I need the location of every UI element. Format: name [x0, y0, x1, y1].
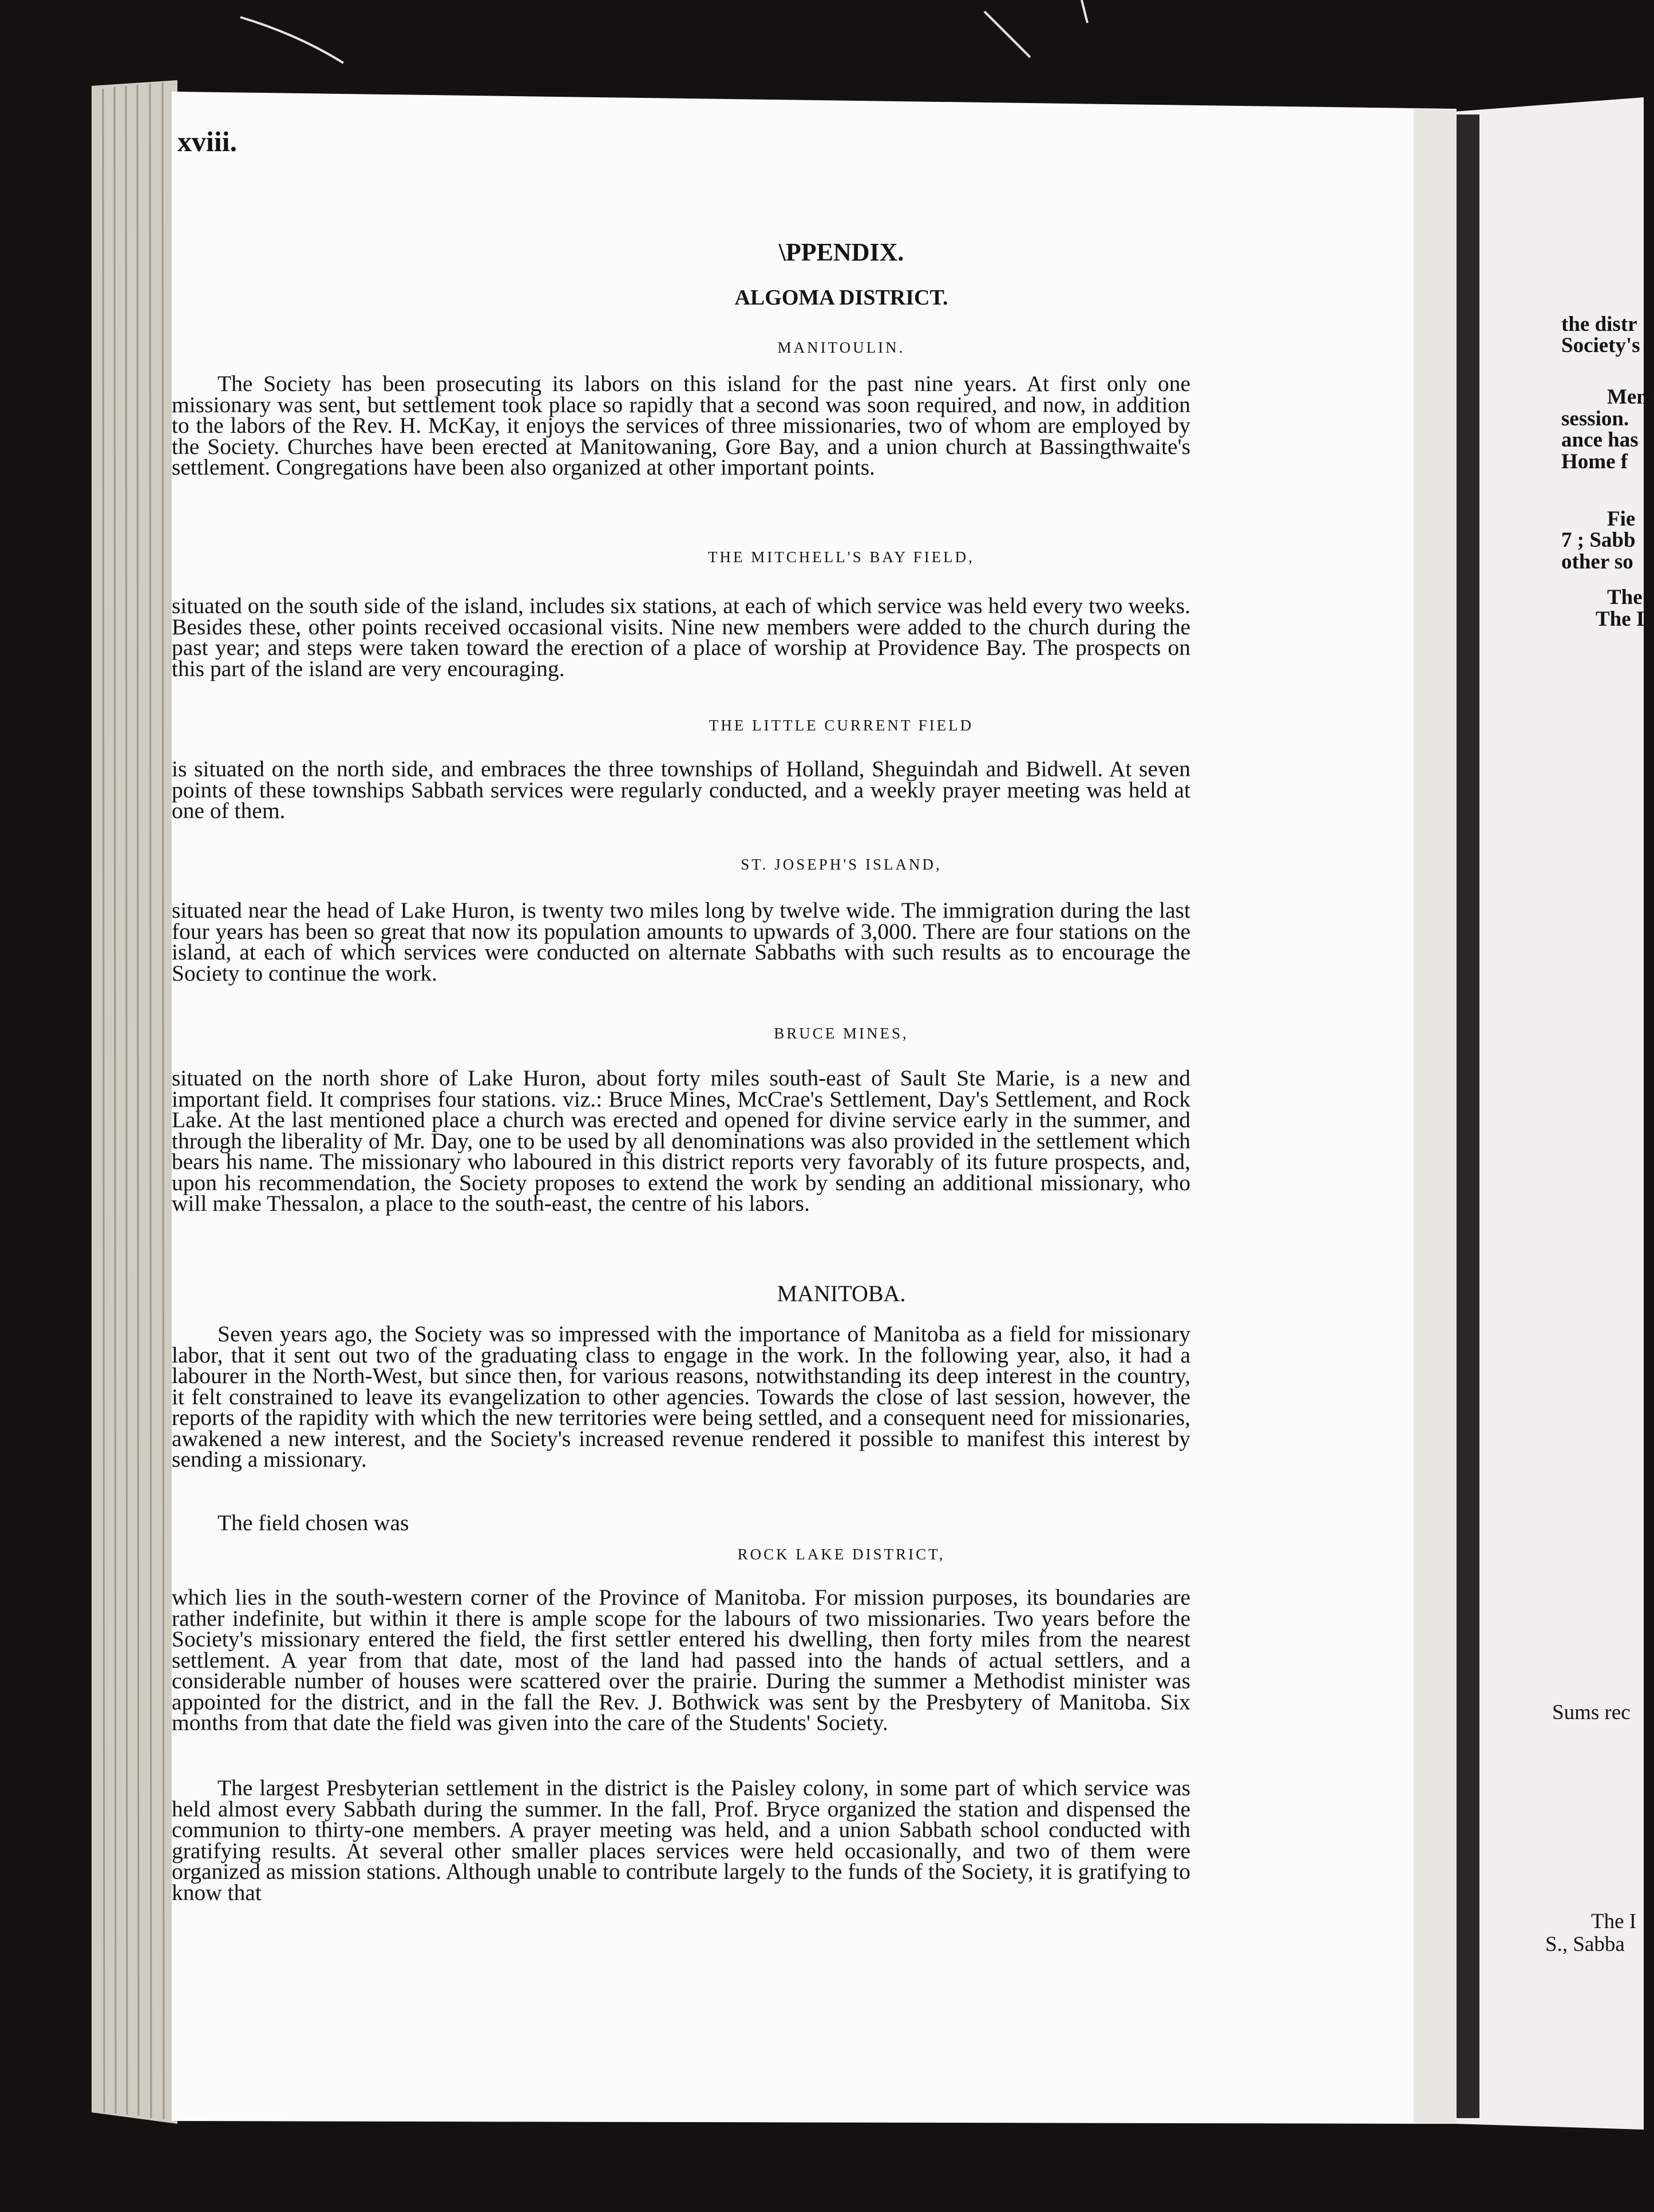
district-heading: ALGOMA DISTRICT. — [734, 286, 948, 310]
facing-page-fragment: The I — [1591, 1910, 1637, 1933]
manitoba-paragraph: Seven years ago, the Society was so impressed with the importance of Manitoba as a field for missionary labor, that it sent out two of the graduating class to engage in the work. In the following year, also, it had a labourer in the North-West, but since then, for various reasons, notwithstanding its deep interest in the country, it felt constrained to leave its evangelization to other agencies. Towards the close of last session, however, the reports of the rapidity with which the new territories were being settled, and a consequent need for missionaries, awakened a new interest, and the Society's increased revenue rendered it possible to manifest this interest by sending a missionary. — [172, 1321, 1190, 1472]
facing-page-fragment: The I — [1596, 607, 1645, 631]
section-paragraph: The Society has been prosecuting its labors on this island for the past nine years. At first only one missionary was sent, but settlement took place so rapidly that a second was soon required, and now, in addition to the labors of the Rev. H. McKay, it enjoys the services of three missionaries, two of whom are employed by the Society. Churches have been erected at Manitowaning, Gore Bay, and a union church at Bassingthwaite's settlement. Congregations have been also organized at other important points. — [172, 371, 1190, 480]
facing-page-fragment: other so — [1561, 550, 1633, 574]
manitoba-lead-in: The field chosen was — [217, 1510, 409, 1535]
section-heading: MANITOULIN. — [777, 339, 905, 356]
facing-page-fragment: Home f — [1561, 450, 1628, 473]
section-heading: THE LITTLE CURRENT FIELD — [709, 717, 974, 734]
facing-page-fragment: S., Sabba — [1545, 1933, 1625, 1956]
facing-page-fragment: the distr — [1561, 313, 1637, 336]
manitoba-heading: MANITOBA. — [777, 1281, 906, 1306]
facing-page-fragment: The — [1607, 586, 1643, 609]
facing-page-fragment: 7 ; Sabb — [1561, 528, 1636, 552]
facing-page-fragment: session. — [1561, 407, 1629, 430]
section-heading: ST. JOSEPH'S ISLAND, — [741, 856, 942, 873]
facing-page-fragment: ance has — [1561, 428, 1639, 452]
page-number: xviii. — [177, 125, 238, 157]
facing-page-fragment: Society's — [1561, 334, 1640, 357]
facing-page-fragment: Sums rec — [1552, 1701, 1631, 1724]
paisley-paragraph: The largest Presbyterian settlement in the district is the Paisley colony, in some part of which service was held almost every Sabbath during the summer. In the fall, Prof. Bryce organized the station and dispensed the communion to thirty-one members. A prayer meeting was held, and a union Sabbath school conducted with gratifying results. At several other smaller places services were held occasionally, and two of them were organized as mission stations. Although unable to contribute largely to the funds of the Society, it is gratifying to know that — [172, 1775, 1190, 1905]
section-heading: THE MITCHELL'S BAY FIELD, — [708, 548, 975, 566]
facing-page-fragment: Fie — [1607, 507, 1636, 531]
rock-lake-paragraph: which lies in the south-western corner of the Province of Manitoba. For mission purposes, its boundaries are rather indefinite, but within it there is ample scope for the labours of two missionaries. Two years before the Society's missionary entered the field, the first settler entered his dwelling, then forty miles from the nearest settlement. A year from that date, most of the land had passed into the hands of actual settlers, and a considerable number of houses were scattered over the prairie. During the summer a Methodist minister was appointed for the district, and in the fall the Rev. J. Bothwick was sent by the Presbytery of Manitoba. Six months from that date the field was given into the care of the Students' Society. — [172, 1585, 1190, 1735]
section-paragraph: situated on the north shore of Lake Huron, about forty miles south-east of Sault Ste Marie, is a new and important field. It comprises four stations. viz.: Bruce Mines, McCrae's Settlement, Day's Settlement, and Rock Lake. At the last mentioned place a church was erected and opened for divine service early in the summer, and through the liberality of Mr. Day, one to be used by all denominations was also provided in the settlement which bears his name. The missionary who laboured in this district reports very favorably of its future prospects, and, upon his recommendation, the Society proposes to extend the work by sending an additional missionary, who will make Thessalon, a place to the south-east, the centre of his labors. — [172, 1065, 1190, 1216]
section-paragraph: situated on the south side of the island, includes six stations, at each of which service was held every two weeks. Besides these, other points received occasional visits. Nine new members were added to the church during the past year; and steps were taken toward the erection of a place of worship at Providence Bay. The prospects on this part of the island are very encouraging. — [172, 593, 1190, 681]
section-heading: ROCK LAKE DISTRICT, — [737, 1546, 945, 1563]
section-paragraph: is situated on the north side, and embraces the three townships of Holland, Sheguindah and Bidwell. At seven points of these townships Sabbath services were regularly conducted, and a weekly prayer meeting was held at one of them. — [172, 756, 1190, 823]
facing-page-fragment: Mem — [1607, 385, 1654, 409]
running-head: \PPENDIX. — [778, 238, 904, 266]
section-heading: BRUCE MINES, — [774, 1025, 909, 1042]
section-paragraph: situated near the head of Lake Huron, is twenty two miles long by twelve wide. The immigration during the last four years has been so great that now its population amounts to upwards of 3,000. There are four stations on the island, at each of which services were conducted on alternate Sabbaths with such results as to encourage the Society to continue the work. — [172, 898, 1190, 986]
